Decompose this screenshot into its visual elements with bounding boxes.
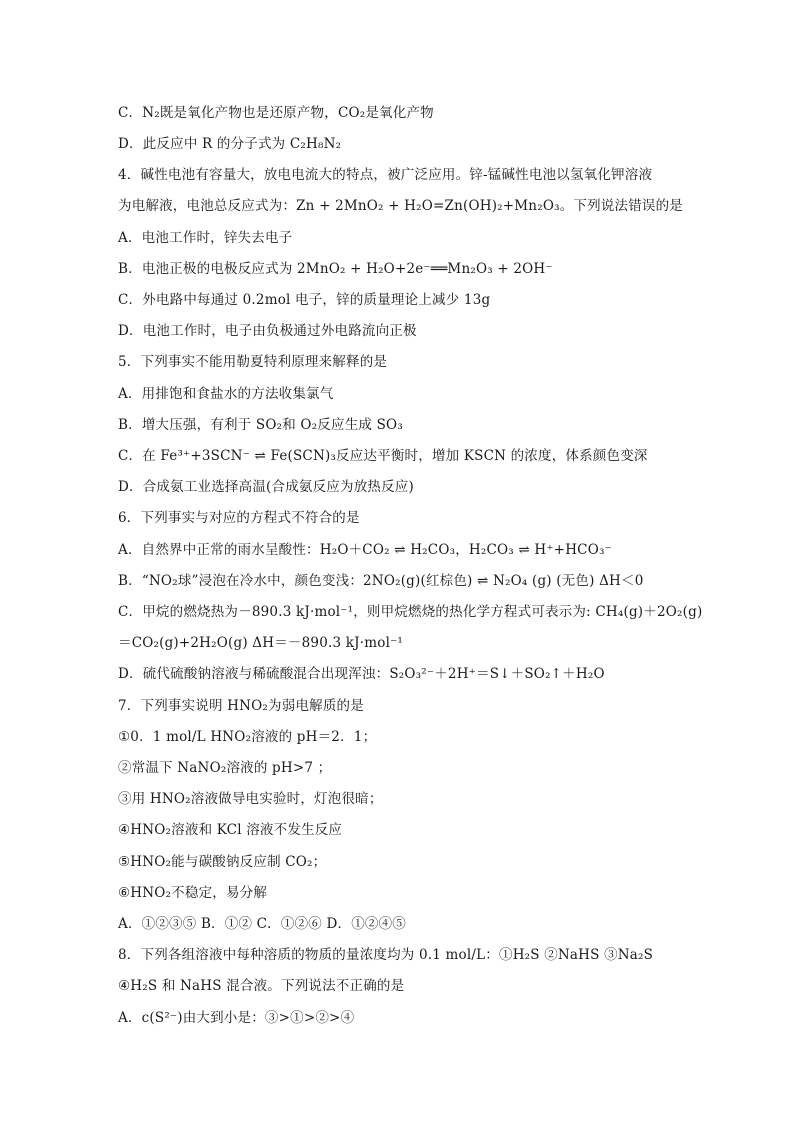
q4-option-b: B．电池正极的电极反应式为 2MnO₂ + H₂O+2e⁻══Mn₂O₃ + 2OH⁻: [118, 261, 553, 277]
q6-option-d: D．硫代硫酸钠溶液与稀硫酸混合出现浑浊：S₂O₃²⁻＋2H⁺＝S↓＋SO₂↑＋H₂O: [118, 666, 605, 682]
q5-option-b: B．增大压强，有利于 SO₂和 O₂反应生成 SO₃: [118, 417, 403, 433]
q7-fact-4: ④HNO₂溶液和 KCl 溶液不发生反应: [118, 822, 343, 838]
q4-option-a: A．电池工作时，锌失去电子: [118, 230, 293, 246]
q7-fact-6: ⑥HNO₂不稳定，易分解: [118, 885, 268, 901]
option-d-line: D．此反应中 R 的分子式为 C₂H₈N₂: [118, 136, 342, 152]
q7-fact-3: ③用 HNO₂溶液做导电实验时，灯泡很暗；: [118, 791, 383, 807]
q4-option-d: D．电池工作时，电子由负极通过外电路流向正极: [118, 323, 417, 339]
question-6-stem: 6．下列事实与对应的方程式不符合的是: [118, 510, 360, 526]
question-4-stem-cont: 为电解液，电池总反应式为：Zn + 2MnO₂ + H₂O=Zn(OH)₂+Mn₂O₃。下列说法错误的是: [118, 198, 683, 214]
q6-option-a: A．自然界中正常的雨水呈酸性：H₂O＋CO₂ ⇌ H₂CO₃，H₂CO₃ ⇌ H⁺+HCO₃⁻: [118, 542, 612, 558]
q7-fact-1: ①0．1 mol/L HNO₂溶液的 pH＝2．1；: [118, 729, 377, 745]
q5-option-d: D．合成氨工业选择高温(合成氨反应为放热反应): [118, 479, 414, 495]
q6-option-c-cont: ＝CO₂(g)+2H₂O(g) ΔH＝－890.3 kJ·mol⁻¹: [118, 635, 404, 651]
q5-option-c: C．在 Fe³⁺+3SCN⁻ ⇌ Fe(SCN)₃反应达平衡时，增加 KSCN 的浓度，体系颜色变深: [118, 448, 648, 464]
question-4-stem: 4．碱性电池有容量大，放电电流大的特点，被广泛应用。锌-锰碱性电池以氢氧化钾溶液: [118, 167, 653, 183]
q5-option-a: A．用排饱和食盐水的方法收集氯气: [118, 386, 334, 402]
q8-option-a: A．c(S²⁻)由大到小是：③>①>②>④: [118, 1010, 355, 1026]
q7-fact-5: ⑤HNO₂能与碳酸钠反应制 CO₂；: [118, 854, 327, 870]
q7-options: A．①②③⑤ B．①② C．①②⑥ D．①②④⑤: [118, 916, 406, 932]
option-c-line: C．N₂既是氧化产物也是还原产物，CO₂是氧化产物: [118, 105, 434, 121]
q7-fact-2: ②常温下 NaNO₂溶液的 pH>7 ；: [118, 760, 332, 776]
question-8-stem: 8．下列各组溶液中每种溶质的物质的量浓度均为 0.1 mol/L：①H₂S ②NaHS ③Na₂S: [118, 947, 654, 963]
question-8-stem-cont: ④H₂S 和 NaHS 混合液。下列说法不正确的是: [118, 978, 405, 994]
q6-option-c: C．甲烷的燃烧热为－890.3 kJ·mol⁻¹，则甲烷燃烧的热化学方程式可表示为: CH₄(g)＋2O₂(g): [118, 604, 703, 620]
q4-option-c: C．外电路中每通过 0.2mol 电子，锌的质量理论上减少 13g: [118, 292, 491, 308]
question-5-stem: 5．下列事实不能用勒夏特利原理来解释的是: [118, 354, 388, 370]
q6-option-b: B．“NO₂球”浸泡在冷水中，颜色变浅：2NO₂(g)(红棕色) ⇌ N₂O₄ (g) (无色) ΔH＜0: [118, 573, 644, 589]
question-7-stem: 7．下列事实说明 HNO₂为弱电解质的是: [118, 698, 364, 714]
